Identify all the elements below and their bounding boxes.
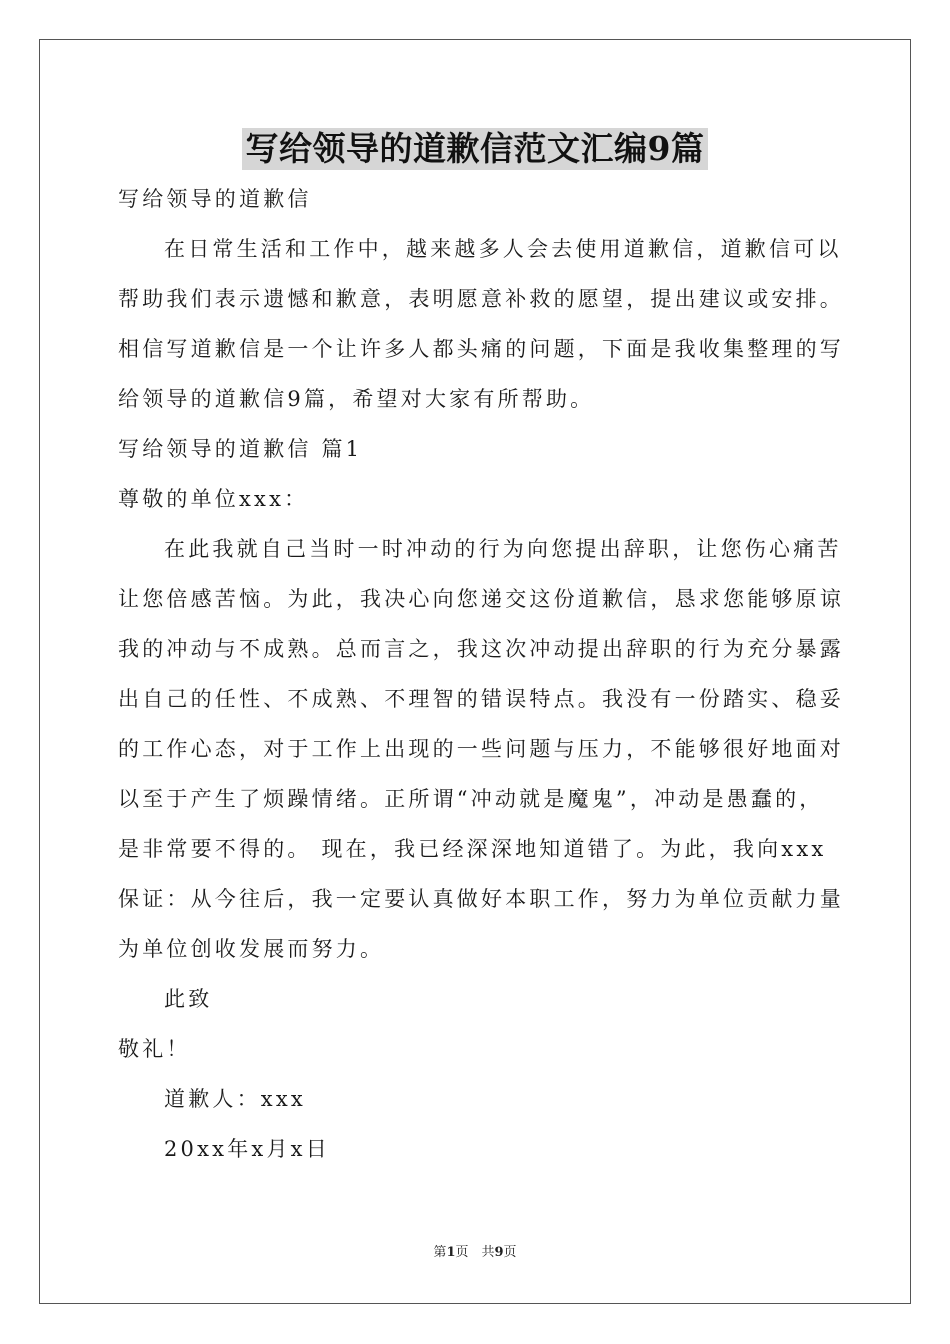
footer-prefix: 第 bbox=[433, 1245, 447, 1260]
regards-line: 敬礼！ bbox=[118, 1037, 191, 1061]
date-line: 20xx年x月x日 bbox=[164, 1137, 330, 1161]
salutation: 尊敬的单位xxx： bbox=[118, 487, 309, 511]
intro-line-3: 相信写道歉信是一个让许多人都头痛的问题，下面是我收集整理的写 bbox=[118, 337, 844, 361]
signature-line: 道歉人：xxx bbox=[164, 1087, 306, 1111]
intro-line-4: 给领导的道歉信9篇，希望对大家有所帮助。 bbox=[118, 387, 595, 411]
body-line-5: 的工作心态，对于工作上出现的一些问题与压力，不能够很好地面对 bbox=[118, 737, 844, 761]
footer-total-pages: 9 bbox=[494, 1245, 504, 1260]
intro-line-2: 帮助我们表示遗憾和歉意，表明愿意补救的愿望，提出建议或安排。 bbox=[118, 287, 844, 311]
footer-mid: 页 共 bbox=[455, 1245, 495, 1260]
body-line-1: 在此我就自己当时一时冲动的行为向您提出辞职，让您伤心痛苦 bbox=[164, 537, 842, 561]
footer-current-page: 1 bbox=[446, 1245, 456, 1260]
body-line-8: 保证：从今往后，我一定要认真做好本职工作，努力为单位贡献力量 bbox=[118, 887, 844, 911]
body-line-9: 为单位创收发展而努力。 bbox=[118, 937, 385, 961]
page-border bbox=[39, 39, 911, 1304]
body-line-3: 我的冲动与不成熟。总而言之，我这次冲动提出辞职的行为充分暴露 bbox=[118, 637, 844, 661]
body-line-7: 是非常要不得的。 现在，我已经深深地知道错了。为此，我向xxx bbox=[118, 837, 827, 861]
subtitle-line: 写给领导的道歉信 bbox=[118, 187, 312, 211]
closing-line: 此致 bbox=[164, 987, 213, 1011]
body-line-4: 出自己的任性、不成熟、不理智的错误特点。我没有一份踏实、稳妥 bbox=[118, 687, 844, 711]
intro-line-1: 在日常生活和工作中，越来越多人会去使用道歉信，道歉信可以 bbox=[164, 237, 842, 261]
body-line-2: 让您倍感苦恼。为此，我决心向您递交这份道歉信，恳求您能够原谅 bbox=[118, 587, 844, 611]
page-footer bbox=[0, 1244, 950, 1262]
footer-suffix: 页 bbox=[503, 1245, 517, 1260]
title-container bbox=[0, 128, 950, 170]
document-title: 写给领导的道歉信范文汇编9篇 bbox=[242, 128, 709, 170]
body-line-6: 以至于产生了烦躁情绪。正所谓“冲动就是魔鬼”，冲动是愚蠢的， bbox=[118, 787, 824, 811]
section-heading: 写给领导的道歉信 篇1 bbox=[118, 437, 363, 461]
